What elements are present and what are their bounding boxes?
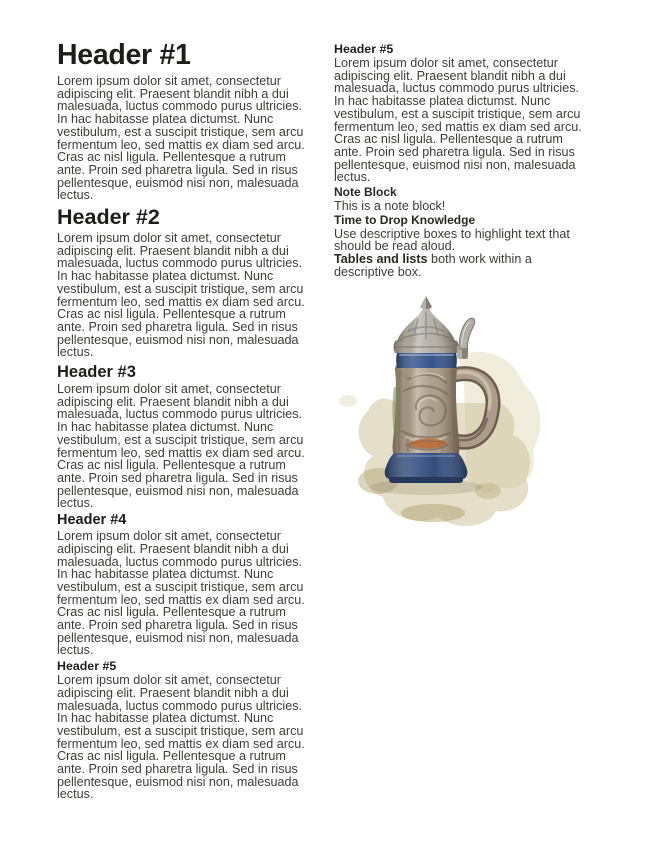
section-header-5 <box>57 660 311 801</box>
section-heading: Header #2 <box>57 205 160 230</box>
section-paragraph: Lorem ipsum dolor sit amet, consectetur adipiscing elit. Praesent blandit nibh a dui malesuada, luctus commodo purus ultricies. In hac habitasse platea dictumst. Nunc vestibulum, est a suscipit tristique, sem arcu fermentum leo, sed mattis ex diam sed arcu. Cras ac nisl ligula. Pellentesque a rutrum ante. Proin sed pharetra ligula. Sed in risus pellentesque, euismod nisi non, malesuada lectus. <box>57 673 305 802</box>
note-block-section <box>334 186 588 212</box>
knowledge-block-text: Use descriptive boxes to highlight text that should be read aloud. <box>334 226 570 254</box>
tables-and-lists-rest: both work within a descriptive box. <box>334 252 532 279</box>
right-column <box>334 40 588 536</box>
beer-stein-illustration <box>338 291 588 536</box>
section-paragraph: Lorem ipsum dolor sit amet, consectetur adipiscing elit. Praesent blandit nibh a dui malesuada, luctus commodo purus ultricies. In hac habitasse platea dictumst. Nunc vestibulum, est a suscipit tristique, sem arcu fermentum leo, sed mattis ex diam sed arcu. Cras ac nisl ligula. Pellentesque a rutrum ante. Proin sed pharetra ligula. Sed in risus pellentesque, euismod nisi non, malesuada lectus. <box>334 56 582 185</box>
section-header-1 <box>57 40 311 202</box>
stein-base-band <box>385 453 468 483</box>
section-header-2 <box>57 206 311 359</box>
note-block-text: This is a note block! <box>334 198 446 213</box>
knowledge-block-section <box>334 214 588 278</box>
section-header-4 <box>57 513 311 657</box>
tables-and-lists-bold: Tables and lists <box>334 252 428 267</box>
stein-collar-band <box>396 353 457 368</box>
section-paragraph: Lorem ipsum dolor sit amet, consectetur adipiscing elit. Praesent blandit nibh a dui malesuada, luctus commodo purus ultricies. In hac habitasse platea dictumst. Nunc vestibulum, est a suscipit tristique, sem arcu fermentum leo, sed mattis ex diam sed arcu. Cras ac nisl ligula. Pellentesque a rutrum ante. Proin sed pharetra ligula. Sed in risus pellentesque, euismod nisi non, malesuada lectus. <box>57 529 305 658</box>
section-header-5-right <box>334 43 588 184</box>
left-column <box>57 40 311 801</box>
base-bottom-lip <box>389 477 463 483</box>
note-block-label: Note Block <box>334 185 397 200</box>
section-heading: Header #5 <box>57 659 117 674</box>
lid-finial-shade <box>426 296 432 309</box>
section-heading: Header #4 <box>57 512 127 529</box>
tables-and-lists-paragraph <box>334 253 588 278</box>
knowledge-block-label: Time to Drop Knowledge <box>334 213 476 228</box>
section-header-3 <box>57 363 311 510</box>
section-paragraph: Lorem ipsum dolor sit amet, consectetur adipiscing elit. Praesent blandit nibh a dui malesuada, luctus commodo purus ultricies. In hac habitasse platea dictumst. Nunc vestibulum, est a suscipit tristique, sem arcu fermentum leo, sed mattis ex diam sed arcu. Cras ac nisl ligula. Pellentesque a rutrum ante. Proin sed pharetra ligula. Sed in risus pellentesque, euismod nisi non, malesuada lectus. <box>57 382 305 511</box>
section-heading: Header #1 <box>57 39 191 71</box>
base-shading <box>385 453 468 479</box>
section-heading: Header #3 <box>57 363 136 382</box>
wash-faint-spot <box>339 395 357 407</box>
section-paragraph: Lorem ipsum dolor sit amet, consectetur adipiscing elit. Praesent blandit nibh a dui malesuada, luctus commodo purus ultricies. In hac habitasse platea dictumst. Nunc vestibulum, est a suscipit tristique, sem arcu fermentum leo, sed mattis ex diam sed arcu. Cras ac nisl ligula. Pellentesque a rutrum ante. Proin sed pharetra ligula. Sed in risus pellentesque, euismod nisi non, malesuada lectus. <box>57 231 305 360</box>
section-heading: Header #5 <box>334 42 394 56</box>
beer-stein-svg <box>338 291 588 536</box>
section-paragraph: Lorem ipsum dolor sit amet, consectetur adipiscing elit. Praesent blandit nibh a dui malesuada, luctus commodo purus ultricies. In hac habitasse platea dictumst. Nunc vestibulum, est a suscipit tristique, sem arcu fermentum leo, sed mattis ex diam sed arcu. Cras ac nisl ligula. Pellentesque a rutrum ante. Proin sed pharetra ligula. Sed in risus pellentesque, euismod nisi non, malesuada lectus. <box>57 74 305 203</box>
wash-dark-patch-bottom <box>401 504 465 522</box>
stein-lid <box>394 296 459 353</box>
stein-body <box>393 365 460 455</box>
